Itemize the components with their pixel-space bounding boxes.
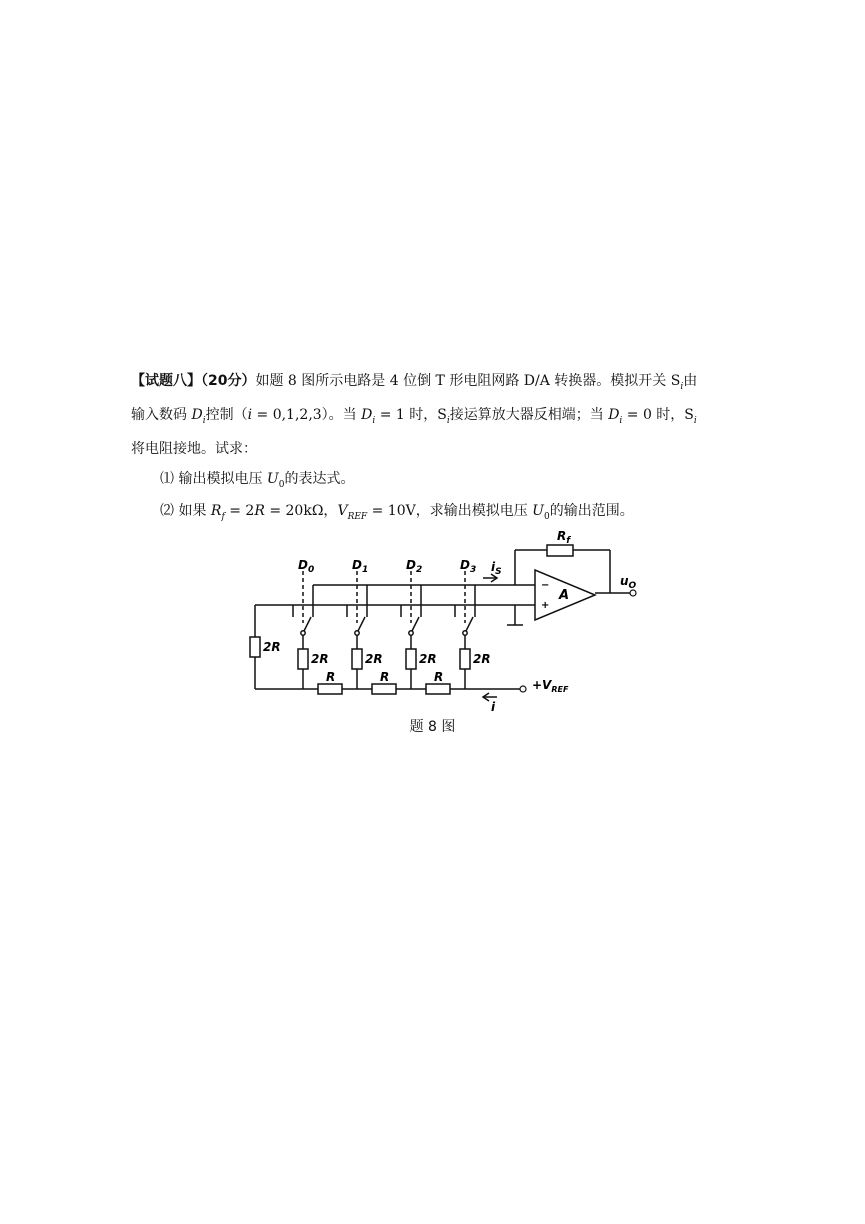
problem-heading: 【试题八】 <box>131 373 201 389</box>
resistor-2r-label: 2R <box>473 652 491 666</box>
uo-label: $u_O$ <box>620 574 637 591</box>
resistor-r-label: R <box>434 670 444 684</box>
resistor-2r <box>352 649 362 669</box>
plus-label: + <box>541 600 550 611</box>
resistor-r-label: R <box>326 670 336 684</box>
resistor-2r <box>460 649 470 669</box>
resistor-group <box>250 637 470 694</box>
dac-circuit-diagram <box>245 525 645 715</box>
i-label: i <box>491 700 496 714</box>
switch-pivot <box>355 631 359 635</box>
d0-label: $D_0$ <box>298 558 315 575</box>
resistor-r <box>318 684 342 694</box>
resistor-2r <box>406 649 416 669</box>
resistor-2r <box>298 649 308 669</box>
resistor-r <box>426 684 450 694</box>
is-label: $i_S$ <box>491 560 502 577</box>
resistor-2r-terminal <box>250 637 260 657</box>
resistor-2r-label: 2R <box>311 652 329 666</box>
resistor-r-label: R <box>380 670 390 684</box>
resistor-2r-label: 2R <box>365 652 383 666</box>
opamp-label: A <box>559 588 570 603</box>
problem-line-2: 输入数码 $D_i$控制（i = 0,1,2,3）。当 $D_i = 1$ 时，$S_i$接运算放大器反相端；当 $D_i = 0$ 时，$S_i$ <box>131 407 697 426</box>
rf-label: $R_f$ <box>557 529 571 546</box>
d1-label: $D_1$ <box>352 558 369 575</box>
vref-label: $+V_{REF}$ <box>532 678 569 694</box>
switch-pivot <box>301 631 305 635</box>
vref-terminal <box>520 686 526 692</box>
resistor-rf <box>547 545 573 556</box>
resistor-2r-label: 2R <box>263 640 281 654</box>
resistor-r <box>372 684 396 694</box>
d3-label: $D_3$ <box>460 558 477 575</box>
problem-line-3: 将电阻接地。试求： <box>131 441 257 457</box>
switch-pivot <box>409 631 413 635</box>
minus-label: − <box>541 580 550 591</box>
d2-label: $D_2$ <box>406 558 423 575</box>
switch-pivot <box>463 631 467 635</box>
problem-points: （20分） <box>201 373 256 389</box>
figure-caption: 题 8 图 <box>409 719 456 735</box>
question-1: ⑴ 输出模拟电压 $U_0$的表达式。 <box>160 471 355 490</box>
problem-line-1: 【试题八】（20分）如题 8 图所示电路是 4 位倒 T 形电阻网路 D/A 转换器。模拟开关 $S_i$由 <box>131 373 698 392</box>
question-2: ⑵ 如果 $R_f = 2R = 20k\Omega$，$V_{REF} = 10V$，求输出模拟电压 $U_0$的输出范围。 <box>160 503 634 522</box>
resistor-2r-label: 2R <box>419 652 437 666</box>
